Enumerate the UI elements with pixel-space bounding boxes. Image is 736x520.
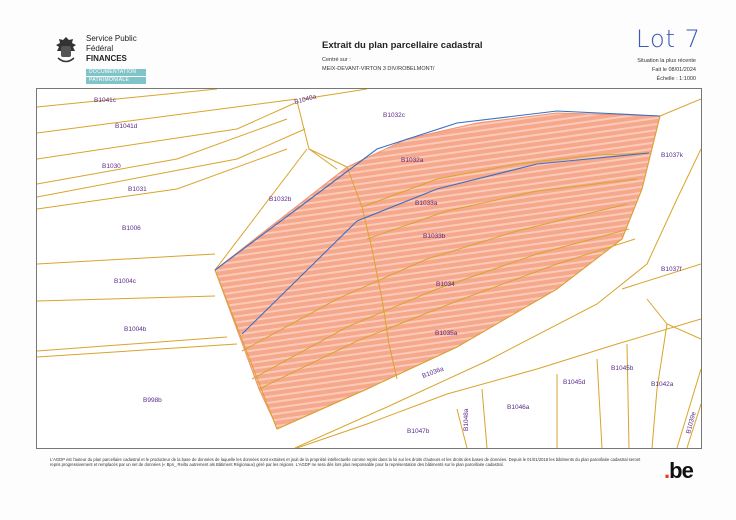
documentation-badge: DOCUMENTATION <box>86 69 146 76</box>
org-name <box>86 34 137 64</box>
parcel-label: B1039e <box>685 411 698 435</box>
document-title: Extrait du plan parcellaire cadastral <box>322 40 483 51</box>
parcel-label: B1033a <box>415 200 438 207</box>
parcel-label: B1034 <box>436 281 455 288</box>
be-logo: .be <box>664 458 693 483</box>
parcel-label: B1030 <box>102 163 121 170</box>
date-text: Fait le 08/01/2024 <box>651 67 696 73</box>
parcel-label: B1048a <box>463 408 470 431</box>
scale-text: Échelle : 1:1000 <box>656 76 696 82</box>
org-line-2: Fédéral <box>86 44 114 53</box>
spf-finances-logo <box>52 34 162 84</box>
parcel-label: B1032c <box>383 112 406 119</box>
legal-disclaimer: L'AGDP est l'auteur du plan parcellaire cadastral et le producteur de la base de données de laquelle les données sont extraites et jouit de la propriété intellectuelle comme repris dans la loi sur les droits d'auteurs et les droits des bases de données. Depuis le 01/01/2018 les bâtiments du plan parcellaire cadastral seront repris progressivement et remplacés par un set de données (« Bpn_ Reiltu autrement als Bâtiment Régionaux) géré par les régions. L'AGDP ne sera dès lors plus responsable pour la représentation des bâtiments sur le plan parcellaire cadastral. <box>50 457 641 468</box>
parcel-label: B1047b <box>407 428 430 435</box>
parcel-label: B1042a <box>651 381 674 388</box>
highlighted-lot-area <box>215 113 660 429</box>
org-line-1: Service Public <box>86 34 137 43</box>
situation-text: Situation la plus récente <box>637 58 696 64</box>
parcel-label: B1033b <box>423 233 446 240</box>
centre-label: Centré sur : <box>322 57 351 63</box>
parcel-label: B1045b <box>611 365 634 372</box>
parcel-label: B1035a <box>435 330 458 337</box>
parcel-label: B1037k <box>661 152 684 159</box>
parcel-label: B1040a <box>293 93 318 106</box>
parcel-label: B1032a <box>401 157 424 164</box>
parcel-label: B1031 <box>128 186 147 193</box>
be-logo-text: be <box>669 458 693 483</box>
centre-location: MEIX-DEVANT-VIRTON 3 DIV/ROBELMONT/ <box>322 66 435 72</box>
cadastral-map <box>36 88 702 449</box>
parcel-label: B1004b <box>124 326 147 333</box>
parcel-label: B1036a <box>421 365 445 380</box>
parcel-label: B1041d <box>115 123 138 130</box>
parcel-label: B1004c <box>114 278 137 285</box>
org-line-3: FINANCES <box>86 54 127 63</box>
patrimoniale-badge: PATRIMONIALE <box>86 77 146 84</box>
lot-handwritten-annotation: Lot 7 <box>636 25 701 53</box>
parcel-label: B1032b <box>269 196 292 203</box>
parcel-label: B1006 <box>122 225 141 232</box>
parcel-label: B1045d <box>563 379 586 386</box>
parcel-label: B1037f <box>661 266 682 273</box>
parcel-label: B998b <box>143 397 162 404</box>
parcel-label: B1046a <box>507 404 530 411</box>
parcel-label: B1041c <box>94 97 117 104</box>
map-canvas <box>37 89 701 448</box>
belgian-crest-icon <box>52 36 80 66</box>
